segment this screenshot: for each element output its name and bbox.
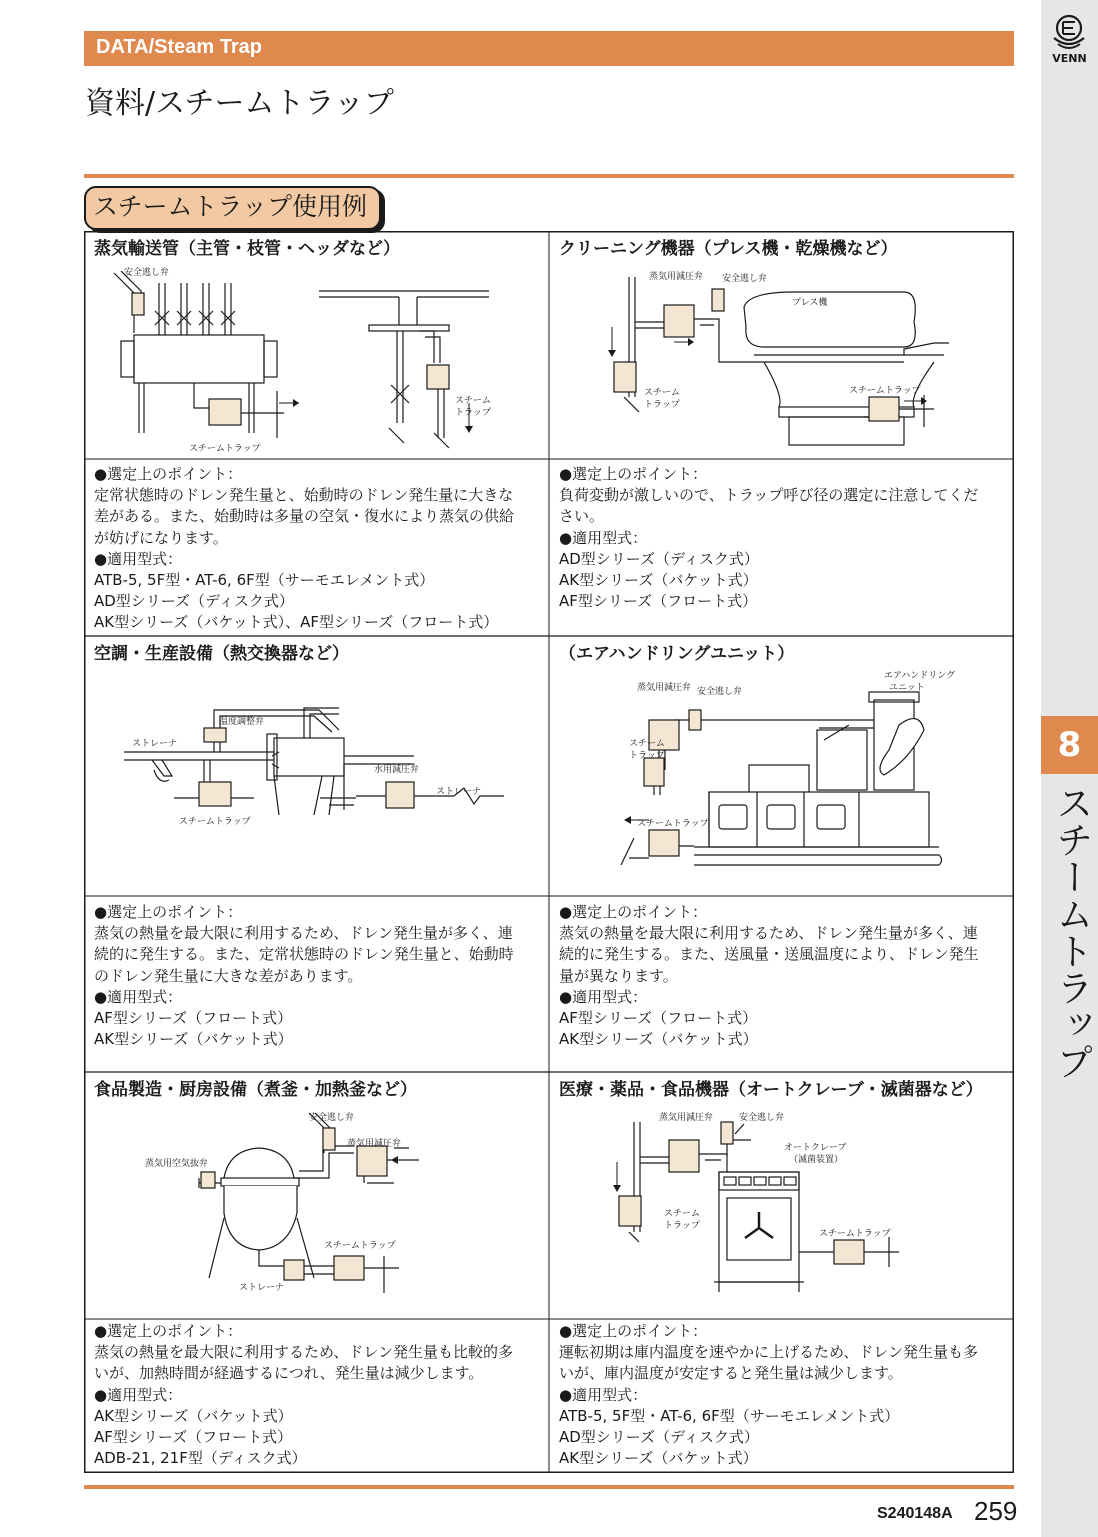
cell-title: 空調・生産設備（熱交換器など） [94,644,349,664]
cell-title: 蒸気輸送管（主管・枝管・ヘッダなど） [94,239,400,259]
diagram-label: エアハンドリング [884,671,956,681]
usage-example-table [84,231,1014,1473]
diagram-label: オートクレーブ [784,1143,847,1153]
page-title: 資料/スチームトラップ [85,86,394,121]
cell-title: 食品製造・厨房設備（煮釜・加熱釜など） [94,1080,417,1100]
diagram-label: スチームトラップ [179,817,251,827]
diagram-label: プレス機 [792,298,828,308]
cell-description: ●選定上のポイント： 定常状態時のドレン発生量と、始動時のドレン発生量に大きな 差がある。また、始動時は多量の空気・復水により蒸気の供給 が妨げになります。 ●適用型式： ATB-5, 5F型・AT-6, 6F型（サーモエレメント式） AD型シリーズ（ディスク式） AK型シリーズ（バケット式）、AF型シリーズ（フロート式） [94,465,515,632]
cell-title: （エアハンドリングユニット） [559,644,795,664]
diagram-label: スチームトラップ [819,1229,891,1239]
diagram-label: スチームトラップ [849,386,921,396]
diagram-label: トラップ [455,408,491,418]
diagram-label: 蒸気用減圧弁 [637,683,692,693]
cell-description: ●選定上のポイント： 蒸気の熱量を最大限に利用するため、ドレン発生量が多く、連 続的に発生する。また、送風量・送風温度により、ドレン発生 量が異なります。 ●適用型式： AF型シリーズ（フロート式） AK型シリーズ（バケット式） [559,903,979,1049]
diagram-label: 水用減圧弁 [374,765,420,775]
usage-cell-hvac-production [84,636,549,1072]
hvac-production-diagram [124,680,504,866]
usage-cell-cleaning-equipment [549,231,1014,636]
usage-cell-food-manufacturing [84,1072,549,1473]
usage-cell-air-handling-unit [549,636,1014,1072]
section-rule [84,174,1014,178]
usage-cell-steam-piping [84,231,549,636]
diagram-label: スチーム [455,396,491,406]
diagram-label: スチームトラップ [189,444,261,454]
diagram-label: スチーム [664,1209,700,1219]
cell-description: ●選定上のポイント： 負荷変動が激しいので、トラップ呼び径の選定に注意してくだ さい。 ●適用型式： AD型シリーズ（ディスク式） AK型シリーズ（バケット式） AF型シリーズ（フロート式） [559,465,979,611]
diagram-label: トラップ [629,751,665,761]
food-manufacturing-diagram [139,1108,499,1304]
diagram-label: （滅菌装置） [789,1155,844,1165]
diagram-label: スチームトラップ [324,1241,396,1251]
diagram-label: スチーム [644,388,680,398]
diagram-label: ストレーナ [436,787,482,797]
cell-description: ●選定上のポイント： 蒸気の熱量を最大限に利用するため、ドレン発生量が多く、連 続的に発生する。また、定常状態時のドレン発生量と、始動時 のドレン発生量に大きな差があります。 ●適用型式： AF型シリーズ（フロート式） AK型シリーズ（バケット式） [94,903,514,1049]
diagram-label: 蒸気用減圧弁 [347,1139,402,1149]
diagram-label: 安全逃し弁 [697,687,743,697]
cell-description: ●選定上のポイント： 運転初期は庫内温度を速やかに上げるため、ドレン発生量も多 いが、庫内温度が安定すると発生量は減少します。 ●適用型式： ATB-5, 5F型・AT-6, 6F型（サーモエレメント式） AD型シリーズ（ディスク式） AK型シリーズ（バケット式） [559,1322,979,1468]
footer-rule [84,1485,1014,1489]
diagram-label: スチーム [629,739,665,749]
cell-title: クリーニング機器（プレス機・乾燥機など） [559,239,898,259]
air-handling-unit-diagram [619,670,959,890]
chapter-number[interactable]: 8 [1041,716,1098,774]
diagram-label: トラップ [644,400,680,410]
steam-piping-diagram [99,263,519,455]
diagram-label: 蒸気用減圧弁 [659,1113,714,1123]
cell-title: 医療・薬品・食品機器（オートクレーブ・滅菌器など） [559,1080,983,1100]
diagram-label: 安全逃し弁 [739,1113,785,1123]
diagram-label: 安全逃し弁 [722,274,768,284]
diagram-label: 安全逃し弁 [124,268,170,278]
logo-text: VENN [1052,52,1087,65]
section-title: スチームトラップ使用例 [84,186,381,230]
chapter-title: スチームトラップ [1050,784,1093,1080]
diagram-label: 安全逃し弁 [309,1113,355,1123]
cell-description: ●選定上のポイント： 蒸気の熱量を最大限に利用するため、ドレン発生量も比較的多 いが、加熱時間が経過するにつれ、発生量は減少します。 ●適用型式： AK型シリーズ（バケット式） AF型シリーズ（フロート式） ADB-21, 21F型（ディスク式） [94,1322,514,1468]
diagram-label: ストレーナ [239,1283,285,1293]
cleaning-equipment-diagram [604,267,984,453]
diagram-label: 蒸気用空気抜弁 [145,1159,209,1169]
diagram-label: ユニット [889,683,925,693]
medical-sterilizer-diagram [609,1112,979,1308]
header-bar-text: DATA/Steam Trap [96,36,262,58]
diagram-label: 蒸気用減圧弁 [649,272,704,282]
page-number: 259 [974,1496,1018,1526]
usage-cell-medical-sterilizer [549,1072,1014,1473]
diagram-label: スチームトラップ [637,819,709,829]
diagram-label: トラップ [664,1221,700,1231]
document-code: S240148A [877,1505,953,1522]
diagram-label: ストレーナ [132,739,178,749]
diagram-label: 温度調整弁 [219,717,265,727]
